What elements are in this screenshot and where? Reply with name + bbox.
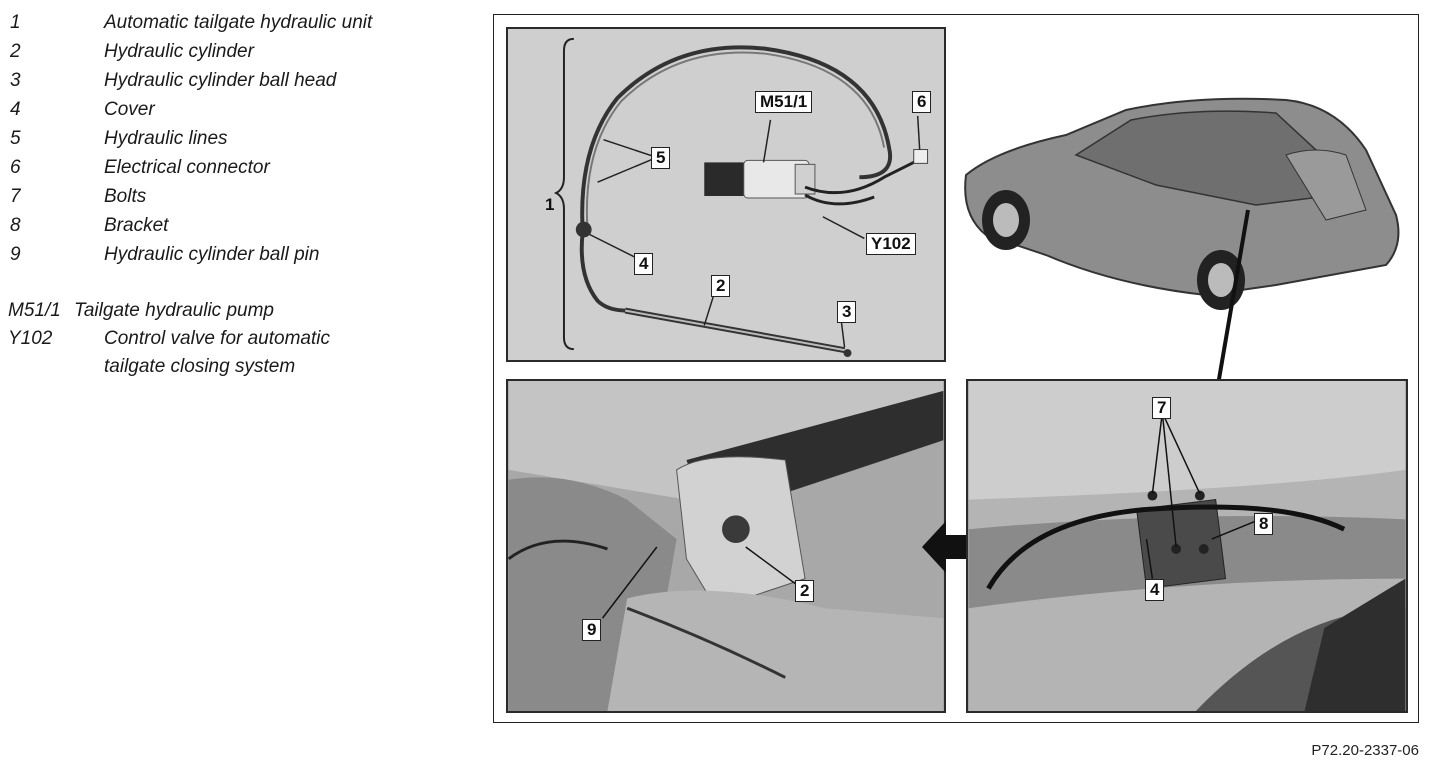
callout-5: 5 bbox=[651, 147, 670, 169]
callout-2: 2 bbox=[711, 275, 730, 297]
photo-bracket-drawing bbox=[968, 381, 1406, 711]
figure-code: P72.20-2337-06 bbox=[1311, 742, 1419, 759]
callout-4: 4 bbox=[1145, 579, 1164, 601]
callout-6: 6 bbox=[912, 91, 931, 113]
callout-1: 1 bbox=[545, 195, 555, 214]
callout-3: 3 bbox=[837, 301, 856, 323]
figure-frame bbox=[493, 14, 1419, 723]
hydraulic-unit-drawing bbox=[508, 29, 944, 360]
hydraulic-unit-illustration bbox=[506, 27, 946, 362]
callout-y102: Y102 bbox=[866, 233, 916, 255]
vehicle-illustration bbox=[956, 95, 1416, 385]
callout-2: 2 bbox=[795, 580, 814, 602]
photo-bracket bbox=[966, 379, 1408, 713]
callout-9: 9 bbox=[582, 619, 601, 641]
callout-7: 7 bbox=[1152, 397, 1171, 419]
arrow-left-icon bbox=[922, 521, 968, 573]
estate-car-drawing bbox=[956, 95, 1416, 385]
callout-8: 8 bbox=[1254, 513, 1273, 535]
photo-ball-pin-drawing bbox=[508, 381, 944, 711]
callout-4: 4 bbox=[634, 253, 653, 275]
photo-ball-pin bbox=[506, 379, 946, 713]
callout-m51-1: M51/1 bbox=[755, 91, 812, 113]
